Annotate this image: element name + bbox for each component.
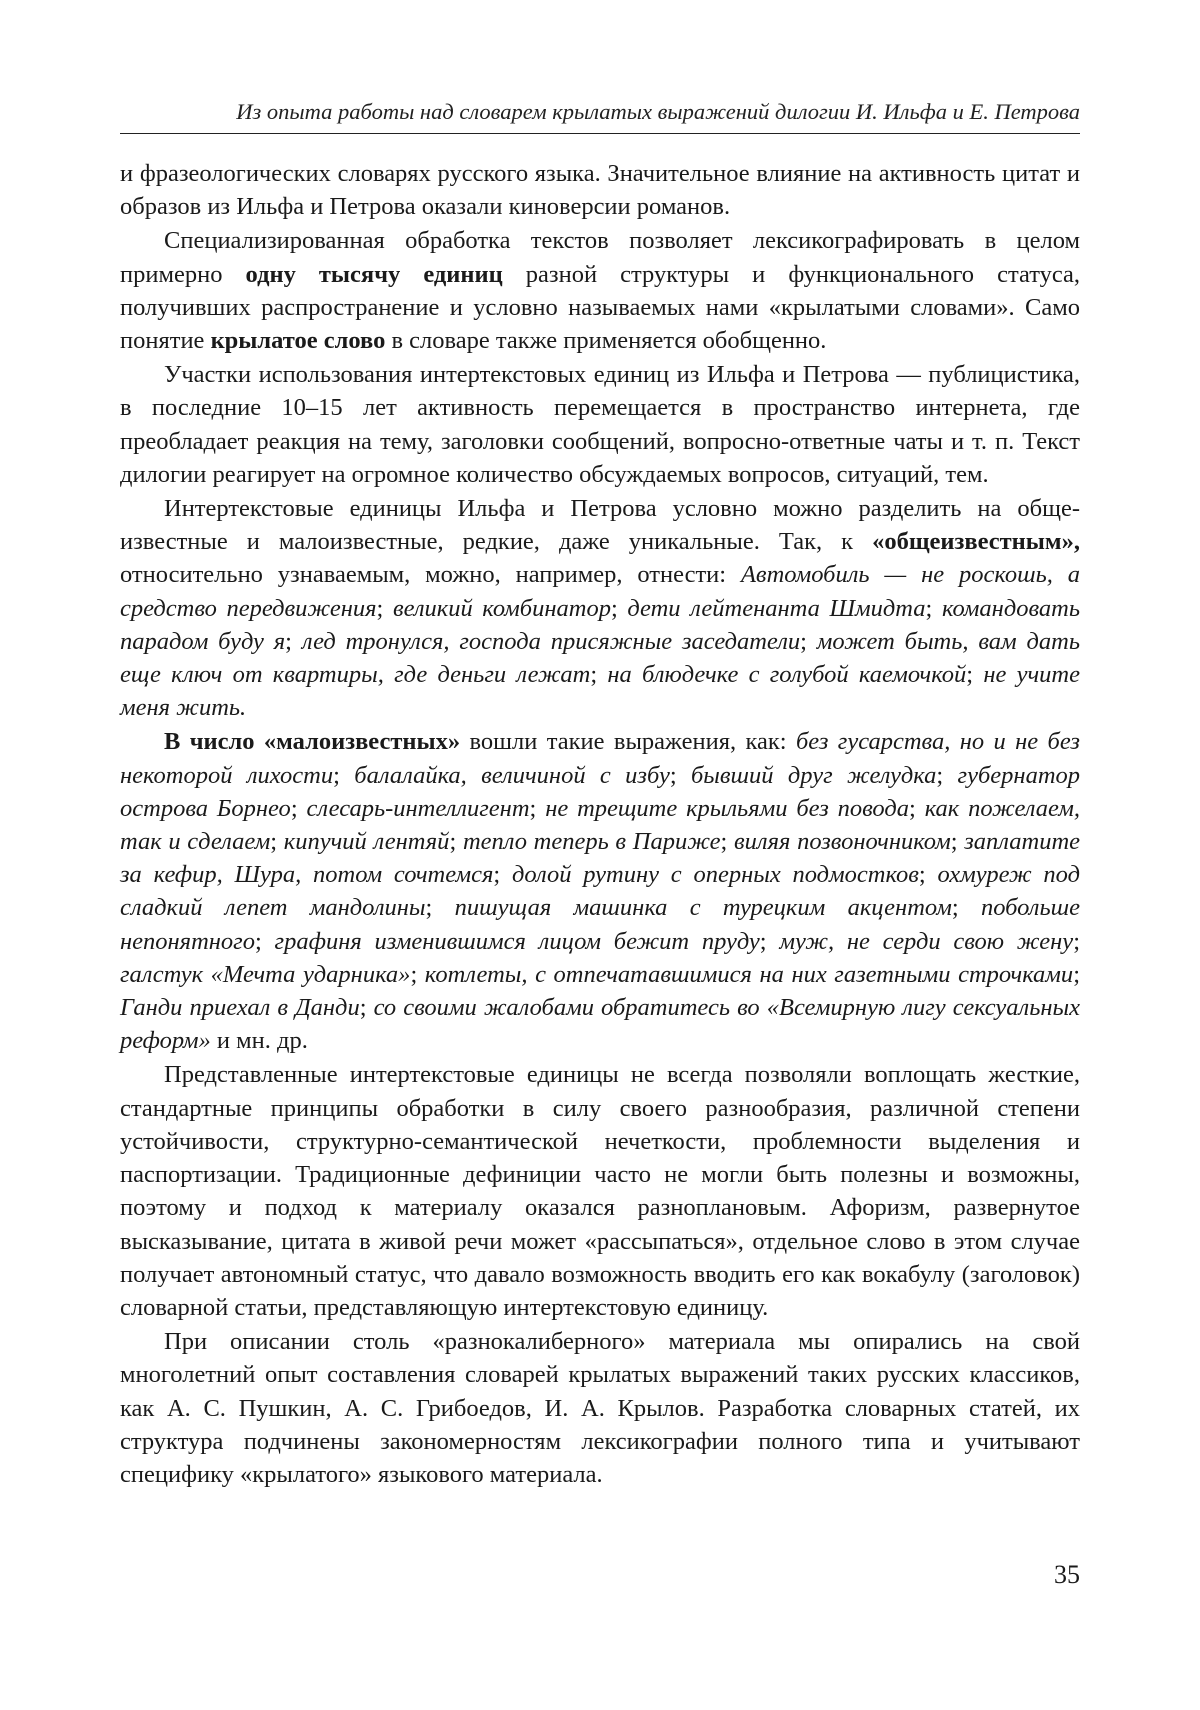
bold-term: «общеизвестным»,: [872, 528, 1080, 556]
running-header: Из опыта работы над словарем крылатых выражений дилогии И. Ильфа и Е. Петрова: [236, 99, 1080, 124]
text-run: ;: [285, 627, 302, 655]
italic-quote: на блюдечке с голубой каемочкой: [607, 661, 967, 689]
text-run: в словаре также применяется обобщенно.: [385, 327, 827, 355]
italic-quote: без гусарства, но и не без некоторой лихости: [120, 728, 1080, 789]
body-text: [120, 157, 1080, 1492]
bold-term: В число «малоизвестных»: [164, 728, 461, 756]
italic-quote: дети лейтенанта Шмидта: [627, 594, 926, 622]
italic-quote: графиня изменившимся лицом бежит пруду: [274, 927, 760, 955]
text-run: ;: [918, 861, 938, 889]
paragraph: [120, 1058, 1080, 1324]
italic-quote: Ганди приехал в Данди: [120, 994, 360, 1022]
italic-quote: губернатор острова Борнео: [120, 761, 1081, 822]
italic-quote: балалайка, величиной с избу: [354, 761, 670, 789]
paragraph: [120, 358, 1080, 491]
italic-quote: виляя позвоночником: [734, 828, 951, 856]
text-run: ;: [529, 794, 546, 822]
text-run: ;: [936, 761, 958, 789]
text-run: ;: [333, 761, 355, 789]
header-rule: [120, 133, 1080, 134]
italic-quote: побольше непонятного: [120, 894, 1080, 955]
text-run: Специализированная обработка текстов позволяет лексикографировать в целом примерно: [120, 227, 1080, 288]
text-run: ;: [376, 594, 393, 622]
italic-quote: галстук «Мечта ударника»: [120, 960, 411, 988]
paragraph: [120, 492, 1080, 724]
text-run: ;: [966, 661, 984, 689]
text-run: разной структуры и функционального статуса, получивших распространение и условно называемых нами «крылатыми словами». Само понятие: [120, 260, 1080, 355]
text-run: ;: [669, 761, 691, 789]
text-run: ;: [590, 661, 608, 689]
paragraph: [120, 157, 1080, 223]
paragraph: [120, 1325, 1080, 1491]
page-number: 35: [1054, 1560, 1080, 1589]
text-run: вошли такие выражения, как:: [460, 728, 796, 756]
italic-quote: как пожелаем, так и сделаем: [120, 794, 1080, 856]
italic-quote: охмуреж под сладкий лепет мандолины: [120, 861, 1080, 922]
italic-quote: муж, не серди свою жену: [779, 927, 1074, 955]
text-run: ;: [493, 861, 512, 889]
text-run: ;: [610, 594, 628, 622]
italic-quote: не трещите крыльями без повода: [545, 794, 910, 822]
italic-quote: слесарь-интеллигент: [306, 794, 530, 822]
text-run: Участки использования интертекстовых единиц из Ильфа и Петрова — публицистика, в последние 10–15 лет активность перемещается в пространство интернета, где преобладает реакция на тему, заголовки сообщений, вопросно-ответные чаты и т. п. Текст дилогии реагирует на огромное количество обсуждаемых вопросов, ситуаций, тем.: [120, 361, 1080, 488]
text-run: относительно узнаваемым, можно, например, отнести:: [120, 561, 741, 589]
text-run: ;: [1073, 927, 1080, 955]
italic-quote: со своими жалобами обратитесь во «Всемирную лигу сексуальных реформ»: [120, 994, 1080, 1055]
text-run: ;: [909, 794, 925, 822]
text-run: ;: [359, 994, 374, 1022]
text-run: При описании столь «разнокалиберного» материала мы опирались на свой многолетний опыт составления словарей крылатых выражений таких русских классиков, как А. С. Пушкин, А. С. Грибоедов, И. А. Крылов. Разработка словарных статей, их структура подчинены закономерностям лексикографии полного типа и учитывают специфику «крылатого» языкового материала.: [120, 1328, 1080, 1488]
italic-quote: пишущая машинка с турецким акцентом: [454, 894, 952, 922]
text-run: ;: [1073, 960, 1080, 988]
italic-quote: лед тронулся, господа присяжные заседатели: [301, 627, 801, 655]
text-run: ;: [800, 627, 817, 655]
text-run: ;: [720, 828, 735, 856]
italic-quote: Автомобиль — не роскошь, а средство передвижения: [120, 561, 1081, 622]
text-run: ;: [951, 894, 981, 922]
italic-quote: тепло теперь в Париже: [462, 828, 721, 856]
text-run: ;: [410, 960, 425, 988]
italic-quote: заплатите за кефир, Шура, потом сочтемся: [120, 828, 1081, 889]
italic-quote: кипучий лентяй: [283, 828, 450, 856]
italic-quote: великий комбинатор: [392, 594, 611, 622]
text-run: ;: [950, 828, 965, 856]
text-run: ;: [759, 927, 780, 955]
text-run: ;: [254, 927, 275, 955]
italic-quote: долой рутину с оперных подмостков: [511, 861, 919, 889]
text-run: и мн. др.: [210, 1027, 308, 1055]
text-run: и фразеологических словарях русского языка. Значительное влияние на активность цитат и образов из Ильфа и Петрова оказали киноверсии романов.: [120, 160, 1080, 221]
text-run: Представленные интертекстовые единицы не всегда позволяли воплощать жесткие, стандартные принципы обработки в силу своего разнообразия, различной степени устойчивости, структурно-семантической нечеткости, проблемности выделения и паспортизации. Традиционные дефиниции часто не могли быть полезны и возможны, поэтому и подход к материалу оказался разноплановым. Афоризм, развернутое высказывание, цитата в живой речи может «рассыпаться», отдельное слово в этом случае получает автономный статус, что давало возможность вводить его как вокабулу (заголовок) словарной статьи, представляющую интертекстовую единицу.: [120, 1061, 1080, 1321]
paragraph: [120, 725, 1080, 1057]
italic-quote: может быть, вам дать еще ключ от квартиры, где деньги лежат: [120, 627, 1081, 689]
paragraph: [120, 224, 1080, 357]
bold-term: одну тысячу единиц: [245, 260, 503, 288]
italic-quote: командовать парадом буду я: [120, 594, 1081, 655]
text-run: ;: [425, 894, 455, 922]
text-run: ;: [270, 828, 284, 856]
text-run: ;: [925, 594, 942, 622]
italic-quote: котлеты, с отпечатавшимися на них газетными строчками: [424, 960, 1074, 988]
italic-quote: бывший друг желудка: [690, 761, 937, 789]
text-run: Интертекстовые единицы Ильфа и Петрова условно можно разделить на общеизвестные и малоизвестные, редкие, даже уникальные. Так, к: [120, 495, 1080, 556]
text-run: ;: [290, 794, 307, 822]
text-run: ;: [449, 828, 463, 856]
bold-term: крылатое слово: [210, 327, 386, 355]
italic-quote: не учите меня жить.: [120, 661, 1080, 722]
